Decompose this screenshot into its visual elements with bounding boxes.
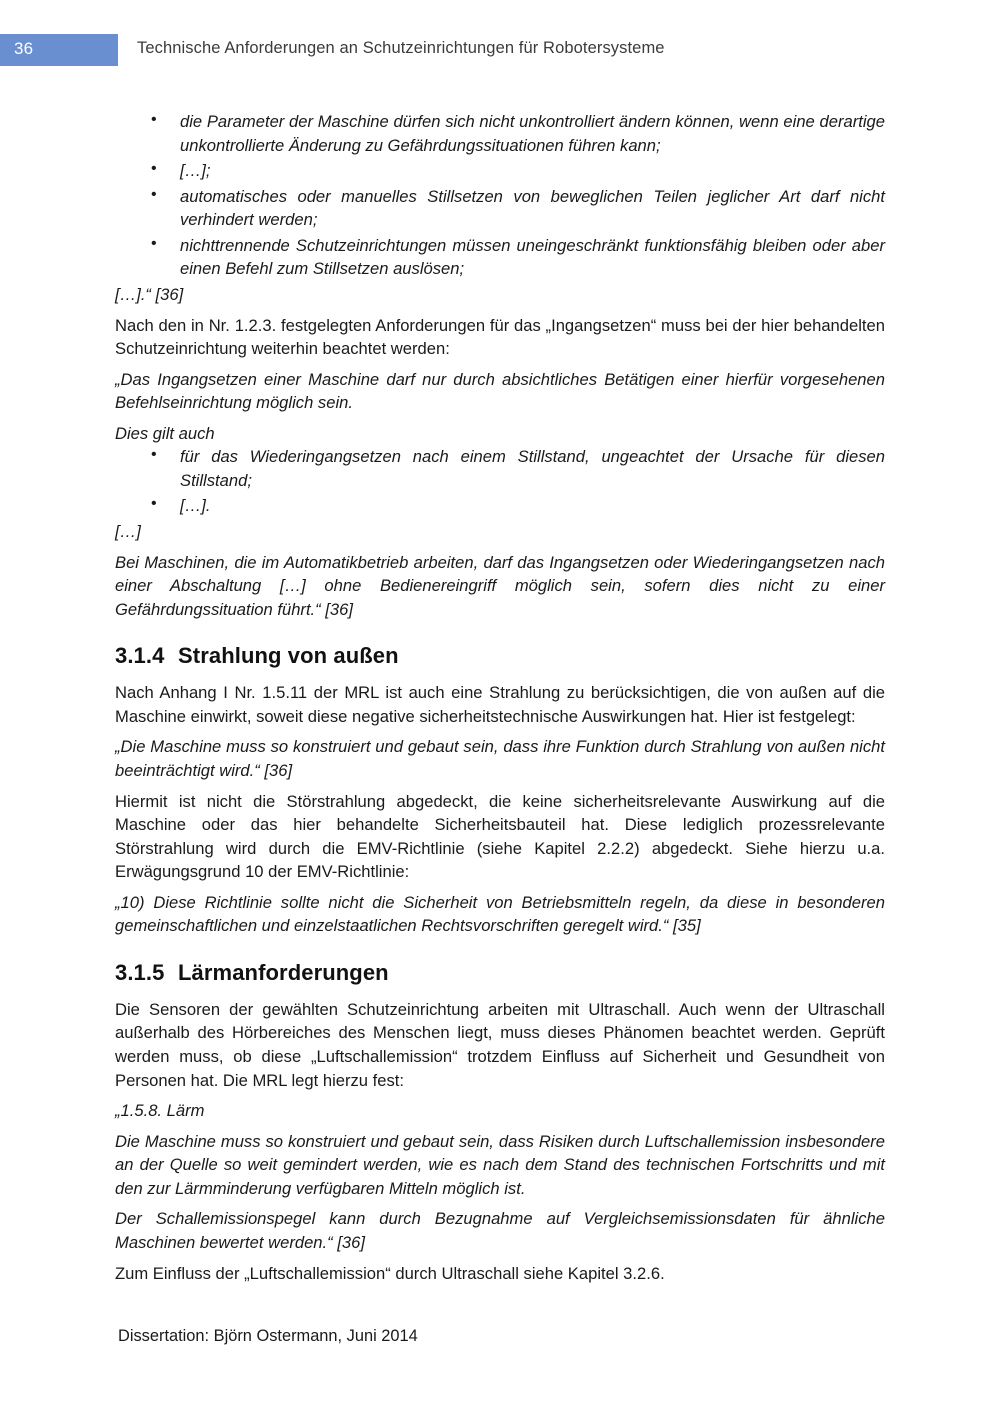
page-content <box>115 110 885 1285</box>
paragraph-quote-laerm-body: Die Maschine muss so konstruiert und gebaut sein, dass Risiken durch Luftschallemission insbesondere an der Quelle so weit gemindert werden, wie es nach dem Stand des technischen Fortschritts und mit den zur Lärmminderung verfügbaren Mitteln möglich ist. <box>115 1131 885 1198</box>
heading-3-1-4 <box>115 643 885 669</box>
paragraph-dies-gilt-auch: Dies gilt auch <box>115 423 215 443</box>
list-item: • nichttrennende Schutzeinrichtungen müssen uneingeschränkt funktionsfähig bleiben oder aber einen Befehl zum Stillsetzen auslösen; <box>115 234 885 281</box>
heading-number: 3.1.5 <box>115 959 165 985</box>
paragraph-automatikbetrieb: Bei Maschinen, die im Automatikbetrieb arbeiten, darf das Ingangsetzen oder Wiederingangsetzen nach einer Abschaltung […] ohne Bedienereingriff möglich sein, sofern dies nicht zu einer Gefährdungssituation führt.“ [36] <box>115 552 885 619</box>
paragraph-quote-laerm-heading: „1.5.8. Lärm <box>115 1101 205 1121</box>
page-footer: Dissertation: Björn Ostermann, Juni 2014 <box>118 1327 418 1345</box>
paragraph-laerm-intro: Die Sensoren der gewählten Schutzeinrichtung arbeiten mit Ultraschall. Auch wenn der Ultraschall außerhalb des Hörbereiches des Menschen liegt, muss dieses Phänomen beachtet werden. Geprüft werden muss, ob diese „Luftschallemission“ trotzdem Einfluss auf Sicherheit und Gesundheit von Personen hat. Die MRL legt hierzu fest: <box>115 999 885 1090</box>
list-item: • die Parameter der Maschine dürfen sich nicht unkontrolliert ändern können, wenn eine derartige unkontrollierte Änderung zu Gefährdungssituationen führen kann; <box>115 110 885 157</box>
paragraph-quote-ingangsetzen: „Das Ingangsetzen einer Maschine darf nur durch absichtliches Betätigen einer hierfür vorgesehenen Befehlseinrichtung möglich sein. <box>115 369 885 413</box>
paragraph-stoerstrahlung: Hiermit ist nicht die Störstrahlung abgedeckt, die keine sicherheitsrelevante Auswirkung auf die Maschine oder das hier behandelte Sicherheitsbauteil hat. Diese lediglich prozessrelevante Störstrahlung wird durch die EMV-Richtlinie (siehe Kapitel 2.2.2) abgedeckt. Siehe hierzu u.a. Erwägungsgrund 10 der EMV-Richtlinie: <box>115 791 885 882</box>
heading-text: Lärmanforderungen <box>178 959 389 985</box>
bullet-list-requirements <box>115 110 885 281</box>
running-title: Technische Anforderungen an Schutzeinrichtungen für Robotersysteme <box>137 39 665 57</box>
paragraph-strahlung-intro: Nach Anhang I Nr. 1.5.11 der MRL ist auch eine Strahlung zu berücksichtigen, die von außen auf die Maschine einwirkt, soweit diese negative sicherheitstechnische Auswirkungen hat. Hier ist festgelegt: <box>115 683 885 726</box>
heading-number: 3.1.4 <box>115 643 165 669</box>
paragraph-quote-emv: „10) Diese Richtlinie sollte nicht die Sicherheit von Betriebsmitteln regeln, da diese in besonderen gemeinschaftlichen und einzelstaatlichen Rechtsvorschriften geregelt wird.“ [35] <box>115 892 885 936</box>
paragraph-quote-strahlung: „Die Maschine muss so konstruiert und gebaut sein, dass ihre Funktion durch Strahlung von außen nicht beeinträchtigt wird.“ [36] <box>115 737 885 780</box>
bullet-list-wiederingangsetzen <box>115 445 885 518</box>
list-item: • automatisches oder manuelles Stillsetzen von beweglichen Teilen jeglicher Art darf nicht verhindert werden; <box>115 185 885 232</box>
page-header <box>0 34 1000 68</box>
page-number: 36 <box>14 39 34 58</box>
list-item: • […]. <box>115 494 885 518</box>
heading-3-1-5 <box>115 960 885 986</box>
paragraph-ingangsetzen-intro: Nach den in Nr. 1.2.3. festgelegten Anforderungen für das „Ingangsetzen“ muss bei der hier behandelten Schutzeinrichtung weiterhin beachtet werden: <box>115 315 885 359</box>
paragraph-kapitelverweis: Zum Einfluss der „Luftschallemission“ durch Ultraschall siehe Kapitel 3.2.6. <box>115 1263 665 1283</box>
list-item: • für das Wiederingangsetzen nach einem Stillstand, ungeachtet der Ursache für diesen Stillstand; <box>115 445 885 492</box>
heading-text: Strahlung von außen <box>178 643 399 669</box>
paragraph-quote-schallemissionspegel: Der Schallemissionspegel kann durch Bezugnahme auf Vergleichsemissionsdaten für ähnliche Maschinen bewertet werden.“ [36] <box>115 1209 885 1252</box>
paragraph-ellipsis: […] <box>115 522 141 541</box>
list-item: • […]; <box>115 159 885 183</box>
paragraph-citation-end: […].“ [36] <box>115 284 184 304</box>
